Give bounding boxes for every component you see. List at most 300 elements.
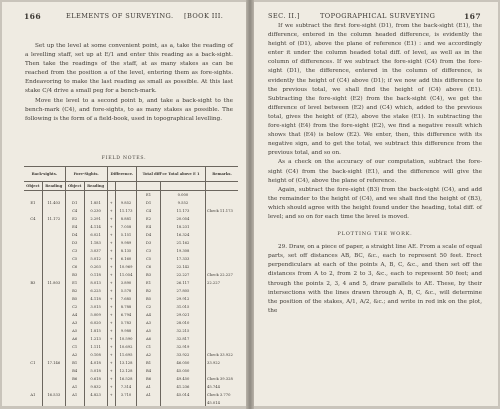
table-cell-br [42,231,65,239]
table-cell-diff: 5.151 [115,231,136,239]
table-cell-fr: 1.815 [84,327,107,335]
table-cell-tr: 17.333 [160,255,205,263]
table-cell-bo [24,263,42,271]
table-cell-fo: D3 [65,239,84,247]
table-cell-empty [115,399,136,406]
table-cell-sign: + [107,223,115,231]
table-cell-rem [206,295,238,303]
table-cell-br: 17.146 [42,359,65,367]
table-cell-to: C1 [137,343,161,351]
table-cell-to: A4 [137,311,161,319]
table-cell-br [42,303,65,311]
table-row [24,343,238,351]
table-row [24,287,238,295]
table-cell-diff: 8.788 [115,303,136,311]
table-cell-rem [206,319,238,327]
table-row [24,223,238,231]
table-cell-diff: 10.969 [115,263,136,271]
table-cell-fr: 4.018 [84,359,107,367]
table-cell-tr: 45.050 [160,367,205,375]
table-row [24,303,238,311]
header-total-diff: Total diff'ce Total above E 1 [137,167,206,182]
table-cell-sign: + [107,247,115,255]
table-cell-rem: 45.744 [206,383,238,391]
table-cell-br: 11.803 [42,279,65,287]
table-cell-rem [206,343,238,351]
header-remarks: Remarks. [206,167,238,182]
table-cell-tr: 26.117 [160,279,205,287]
table-cell-tr: 41.236 [160,383,205,391]
table-cell-fo: E4 [65,223,84,231]
table-cell-diff: 11.173 [115,207,136,215]
table-cell-sign [107,191,115,200]
table-cell-to: A5 [137,327,161,335]
table-cell-bo [24,327,42,335]
table-cell-fr: 4.114 [84,223,107,231]
table-cell-rem [206,287,238,295]
table-cell-to: D3 [137,239,161,247]
left-page [2,2,246,406]
table-cell-bo [24,383,42,391]
table-cell-rem [206,263,238,271]
table-row [24,295,238,303]
page-number-right: 167 [464,12,482,21]
table-row [24,239,238,247]
header-difference: Difference. [107,167,137,182]
section-subheading: PLOTTING THE WORK. [337,231,413,238]
paragraph: If we subtract the first fore-sight (D1), from the back-sight (E1), the difference, entered in the column headed difference, is evidently the height of (D1), above the plane of reference (E1) : and we accordingly enter it under the column headed total diff. of level, as well as in the column of differences. If we subtract the fore-sight (C4) from the fore-sight (D1), the difference, entered in the column of difference, is evidently the height of (C4) above (D1); if we now add this difference to the previous total, we shall find the height of (C4) above (E1). Subtracting the fore-sight (E2) from the back-sight (C4), we get the difference of level between (E2) and (C4) which, added to the previous total, gives the height of (E2), above the stake (E1). In subtracting the fore-sight (E4) from the fore-sight (E2), we find a negative result which shows that (E4) is below (E2). We enter, then, this difference with its negative sign, and to get the total, we subtract this difference from the previous total, and so on. [268,23,482,157]
table-cell-tr: 31.015 [160,303,205,311]
table-row [24,359,238,367]
table-cell-br [42,287,65,295]
table-cell-bo [24,343,42,351]
header-back-sights: Back-sights. [24,167,65,182]
book-label: [BOOK III. [184,12,224,20]
table-cell-fr: 1.111 [84,343,107,351]
table-cell-tr: 29.912 [160,295,205,303]
paragraph: Move the level to a second point b, and take a back-sight to the bench-mark (C4), and fore-sights, to as many stakes as possible. The following is the form of a field-book, used in topographical levelling. [25,97,233,122]
table-cell-fr: 6.020 [84,319,107,327]
table-cell-rem [206,191,238,200]
table-cell-br [42,351,65,359]
table-cell-sign: + [107,239,115,247]
table-cell-tr: 32.215 [160,327,205,335]
table-cell-fo: A6 [65,335,84,343]
table-cell-fo: A2 [65,351,84,359]
page-number-left: 166 [24,12,42,21]
table-cell-tr: 21.162 [160,239,205,247]
table-cell-sign: + [107,303,115,311]
table-cell-tr: 32.919 [160,343,205,351]
table-cell-fr: 0.230 [84,207,107,215]
table-cell-fr: 9.832 [84,383,107,391]
table-cell-diff: 13.128 [115,359,136,367]
table-cell-bo [24,255,42,263]
table-cell-sign: + [107,207,115,215]
field-notes-table [24,166,238,406]
table-cell-rem: Check 39.328 [206,375,238,383]
table-cell-to: D4 [137,231,161,239]
running-head-left: ELEMENTS OF SURVEYING. [66,12,174,20]
table-cell-tr: 11.173 [160,207,205,215]
table-cell-diff: 6.794 [115,311,136,319]
field-notes-rows [24,191,238,407]
table-cell-sign: + [107,319,115,327]
paragraph: Set up the level at some convenient point, as a, take the reading of a levelling staff, set up at E/1 and enter this reading as a back-sight. Then take the readings of the staff, at as many stakes as can be reached from the position a of the level, entering them as fore-sights. Endeavoring to make the last reading as small as possible. At this last stake C/4 drive a small peg for a bench-mark. [25,43,233,95]
table-row [24,271,238,279]
table-cell-br [42,271,65,279]
table-cell-br [42,207,65,215]
table-cell-rem: 22.227 [206,279,238,287]
table-cell-empty [160,399,205,406]
table-cell-empty [84,399,107,406]
table-cell-sign: + [107,231,115,239]
table-cell-rem [206,303,238,311]
table-cell-fo: D1 [65,199,84,207]
table-cell-rem [206,255,238,263]
table-cell-to: C5 [137,255,161,263]
table-cell-fr: 3.037 [84,247,107,255]
table-cell-diff: 9.989 [115,239,136,247]
table-cell-sign: + [107,351,115,359]
table-cell-bo [24,295,42,303]
table-cell-rem: Check 11.173 [206,207,238,215]
table-cell-rem [206,239,238,247]
table-cell-bo: E1 [30,201,36,205]
table-cell-rem: 33.922 [206,359,238,367]
table-cell-tr: 20.054 [160,215,205,223]
table-row [24,215,238,223]
right-body-text [268,22,482,316]
table-cell-sign: + [107,279,115,287]
table-cell-tr: 27.805 [160,287,205,295]
table-cell-br [42,255,65,263]
table-cell-diff: 5.783 [115,319,136,327]
table-cell-to: C2 [137,303,161,311]
table-cell-bo: C4 [30,217,36,221]
table-cell-tr: 18.231 [160,223,205,231]
table-cell-to: D1 [137,199,161,207]
table-cell-sign: + [107,263,115,271]
table-row [24,319,238,327]
table-cell-br [42,191,65,200]
table-cell-br [42,319,65,327]
table-cell-sign: + [107,327,115,335]
table-cell-to: E1 [137,191,161,200]
table-cell-to: B5 [137,295,161,303]
table-cell-fo: E2 [65,215,84,223]
table-cell-fo: B5 [65,295,84,303]
subheader-object: Object [65,182,84,191]
table-cell-fo: A3 [65,319,84,327]
table-cell-to: C3 [137,247,161,255]
table-cell-bo [24,303,42,311]
table-row [24,327,238,335]
table-cell-fo: B4 [65,367,84,375]
subheader-reading: Reading [42,182,65,191]
table-cell-br [42,223,65,231]
table-row [24,391,238,399]
table-cell-br [42,263,65,271]
table-cell-empty [107,399,115,406]
table-cell-bo [24,191,42,200]
table-cell-fo: B1 [65,359,84,367]
table-cell-fr: 5.012 [84,255,107,263]
table-cell-diff: 11.695 [115,351,136,359]
table-caption: FIELD NOTES. [101,156,147,161]
table-row [24,191,238,200]
table-cell-bo [24,231,42,239]
table-cell-bo [24,223,42,231]
table-row [24,231,238,239]
table-cell-fr: 6.021 [84,231,107,239]
table-cell-bo [24,351,42,359]
table-cell-br [42,343,65,351]
table-cell-rem [206,335,238,343]
table-cell-fo: A1 [65,383,84,391]
table-cell-to: B2 [137,287,161,295]
table-cell-to: B6 [137,375,161,383]
table-cell-tr: 28.010 [160,319,205,327]
table-cell-rem [206,367,238,375]
table-row [24,335,238,343]
table-cell-fr: 5.018 [84,367,107,375]
table-cell-fr: 1.183 [84,239,107,247]
table-cell-empty [24,399,42,406]
table-final-remark: 45.014 [206,399,238,406]
table-row [24,247,238,255]
table-cell-fr [84,191,107,200]
table-cell-rem: Check 33.922 [206,351,238,359]
table-cell-bo: A1 [30,393,36,397]
table-cell-tr: 49.450 [160,375,205,383]
header-fore-sights: Fore-Sights. [65,167,107,182]
table-cell-fo: B6 [65,375,84,383]
table-cell-sign: + [107,343,115,351]
table-cell-diff: 3.710 [115,391,136,399]
table-cell-fo: C5 [65,255,84,263]
table-cell-rem [206,231,238,239]
section-label: SEC. II.] [268,12,300,20]
table-cell-diff: 5.578 [115,287,136,295]
table-row [24,367,238,375]
table-cell-tr: 16.324 [160,231,205,239]
table-cell-tr: 22.227 [160,271,205,279]
table-cell-bo [24,375,42,383]
table-cell-sign: + [107,255,115,263]
table-cell-br [42,327,65,335]
table-cell-fr: 8.013 [84,279,107,287]
left-running-header [2,12,246,24]
table-cell-to: A2 [137,351,161,359]
table-cell-empty [65,399,84,406]
table-cell-tr: 0.000 [160,191,205,200]
paragraph: 29. Draw, on a piece of paper, a straight line AE. From a scale of equal parts, set off distances AB, BC, &c., each to represent 50 feet. Erect perpendiculars at each of the points A, B, C, &c., and then set off the distances from A to 2, from 2 to 3, &c., each to represent 50 feet; and through the points 2, 3, 4 and 5, draw parallels to AE. These, by their intersections with the lines drawn through A, B, C, &c., will determine the position of the stakes, A/1, A/2, &c.; and write in red ink on the plot, the [268,244,482,314]
table-cell-rem [206,327,238,335]
table-row [24,399,238,406]
table-cell-fr: 4.118 [84,295,107,303]
table-cell-bo [24,311,42,319]
table-cell-diff: 11.054 [115,271,136,279]
right-page [254,2,498,406]
table-row [24,199,238,207]
table-cell-tr: 32.817 [160,335,205,343]
table-cell-bo: C1 [30,361,36,365]
table-cell-sign: + [107,375,115,383]
table-cell-diff: 9.988 [115,327,136,335]
table-cell-diff: 9.852 [115,199,136,207]
table-cell-empty [137,399,161,406]
table-cell-tr: 46.050 [160,359,205,367]
table-cell-rem [206,215,238,223]
table-cell-to: B4 [137,367,161,375]
table-cell-tr: 22.142 [160,263,205,271]
table-row [24,311,238,319]
table-cell-bo [24,319,42,327]
table-cell-sign: + [107,391,115,399]
table-cell-fo: C6 [65,263,84,271]
table-cell-fr: 1.213 [84,335,107,343]
table-row [24,375,238,383]
table-cell-sign: + [107,335,115,343]
table-row [24,263,238,271]
table-cell-bo [24,271,42,279]
table-cell-to: A6 [137,335,161,343]
table-cell-diff: 10.590 [115,335,136,343]
table-cell-br [42,239,65,247]
subheader-reading: Reading [84,182,107,191]
table-cell-fr: 0.203 [84,263,107,271]
table-cell-fr: 0.108 [84,351,107,359]
table-cell-diff: 3.890 [115,279,136,287]
table-cell-fo: C3 [65,247,84,255]
table-cell-fo: A1 [65,391,84,399]
table-cell-fr: 0.118 [84,271,107,279]
table-cell-br [42,383,65,391]
table-cell-sign: + [107,359,115,367]
table-cell-diff: 7.685 [115,295,136,303]
left-body-text [25,42,233,124]
table-cell-diff: 8.135 [115,247,136,255]
table-cell-fo: B3 [65,271,84,279]
table-cell-tr: 45.014 [160,391,205,399]
table-cell-to: E2 [137,215,161,223]
table-cell-bo [24,239,42,247]
table-cell-bo [24,207,42,215]
table-cell-fr: 4.823 [84,391,107,399]
table-cell-tr: 9.552 [160,199,205,207]
table-cell-diff: 10.692 [115,343,136,351]
table-cell-sign: + [107,367,115,375]
table-cell-diff: 12.128 [115,367,136,375]
table-cell-fr: 5.009 [84,311,107,319]
table-cell-fo [65,191,84,200]
table-row [24,255,238,263]
table-cell-bo [24,287,42,295]
table-cell-fo: A5 [65,327,84,335]
table-cell-rem: Check 22.227 [206,271,238,279]
table-cell-rem [206,311,238,319]
table-cell-diff: 6.160 [115,255,136,263]
table-cell-to: E4 [137,223,161,231]
table-cell-br: 16.533 [42,391,65,399]
table-cell-rem [206,223,238,231]
paragraph: As a check on the accuracy of our computation, subtract the fore-sight (C4) from the back-sight (E1), and the difference will give the height of (C4), above the plane of reference. [268,159,482,184]
subheader-object: Object [24,182,42,191]
table-cell-bo: B3 [30,281,36,285]
table-cell-diff: 7.058 [115,223,136,231]
table-cell-diff: 8.881 [115,215,136,223]
table-cell-fo: C2 [65,303,84,311]
table-cell-to: B1 [137,359,161,367]
table-row [24,279,238,287]
table-cell-fr: 3.015 [84,303,107,311]
table-cell-br [42,247,65,255]
table-cell-br: 11.403 [42,199,65,207]
paragraph: Again, subtract the fore-sight (B3) from the back-sight (C4), and add the remainder to the height of (C4), and we shall find the height of (B3), which should agree with the height found under the heading, total diff. of level; and so on for each time the level is moved. [268,186,482,220]
table-cell-diff [115,191,136,200]
table-cell-to: C6 [137,263,161,271]
table-cell-tr: 19.308 [160,247,205,255]
table-cell-fo: C4 [65,207,84,215]
table-cell-tr: 29.021 [160,311,205,319]
table-cell-sign: + [107,383,115,391]
table-row [24,207,238,215]
table-cell-br [42,295,65,303]
table-cell-tr: 33.922 [160,351,205,359]
table-cell-fo: C1 [65,343,84,351]
table-cell-br [42,367,65,375]
table-cell-to: A3 [137,319,161,327]
table-cell-sign: + [107,311,115,319]
table-cell-fo: D4 [65,231,84,239]
table-cell-bo [24,247,42,255]
table-cell-diff: 7.314 [115,383,136,391]
table-cell-to: A1 [137,391,161,399]
table-cell-to: C4 [137,207,161,215]
table-cell-fo: B2 [65,287,84,295]
table-cell-br [42,335,65,343]
table-cell-bo [24,335,42,343]
table-cell-sign: + [107,199,115,207]
table-cell-rem: Check 3.770 [206,391,238,399]
table-cell-empty [42,399,65,406]
table-row [24,383,238,391]
table-cell-sign: + [107,271,115,279]
table-cell-fr: 2.291 [84,215,107,223]
book-gutter [246,0,254,409]
table-cell-fo: E1 [65,279,84,287]
table-cell-sign: + [107,215,115,223]
table-cell-fr: 0.618 [84,375,107,383]
table-cell-rem [206,247,238,255]
table-cell-to: B3 [137,271,161,279]
running-head-right: TOPOGRAPHICAL SURVEYING [320,12,436,20]
table-cell-fr: 1.851 [84,199,107,207]
table-cell-to: E1 [137,279,161,287]
table-cell-diff: 16.528 [115,375,136,383]
table-cell-fr: 6.225 [84,287,107,295]
table-cell-bo [24,367,42,375]
table-cell-rem [206,199,238,207]
table-cell-br [42,311,65,319]
table-cell-sign: + [107,287,115,295]
table-cell-fo: A4 [65,311,84,319]
table-cell-br [42,375,65,383]
table-row [24,351,238,359]
table-cell-br: 11.172 [42,215,65,223]
table-cell-to: A1 [137,383,161,391]
